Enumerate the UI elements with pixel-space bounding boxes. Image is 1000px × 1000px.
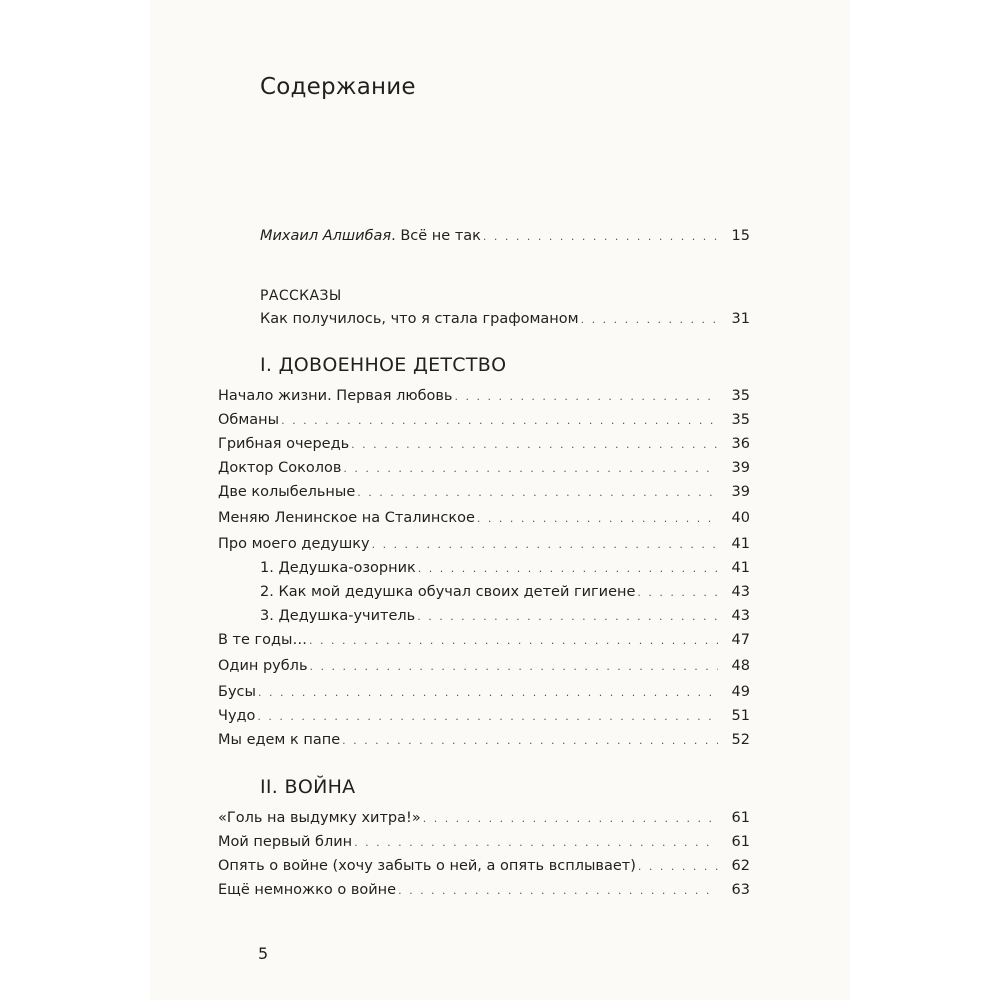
toc-entry — [218, 732, 750, 756]
dot-leader — [258, 686, 718, 699]
toc-entry-page: 41 — [731, 536, 750, 552]
dot-leader — [477, 512, 718, 525]
toc-entry-text: Бусы — [218, 684, 256, 700]
toc-entry-text: Чудо — [218, 708, 256, 724]
toc-entry-page: 49 — [731, 684, 750, 700]
toc-entry-text: Доктор Соколов — [218, 460, 342, 476]
toc-entry — [218, 684, 750, 708]
toc-entry-page: 31 — [731, 311, 750, 327]
section-heading: II. ВОЙНА — [260, 776, 356, 798]
toc-entry-text: Опять о войне (хочу забыть о ней, а опять всплывает) — [218, 858, 636, 874]
toc-entry-text: Грибная очередь — [218, 436, 350, 452]
dot-leader — [581, 313, 718, 326]
dot-leader — [423, 812, 718, 825]
toc-entry — [218, 858, 750, 882]
toc-subentry — [260, 560, 750, 584]
toc-entry — [218, 632, 750, 656]
toc-entry-page: 61 — [731, 834, 750, 850]
toc-entry — [218, 810, 750, 834]
toc-entry-text: Начало жизни. Первая любовь — [218, 388, 453, 404]
toc-subentry — [260, 608, 750, 632]
toc-entry-page: 52 — [731, 732, 750, 748]
toc-entry-text: Один рубль — [218, 658, 308, 674]
toc-entry-page: 51 — [731, 708, 750, 724]
toc-entry-page: 47 — [731, 632, 750, 648]
toc-entry-graphoman — [260, 311, 750, 335]
toc-entry — [218, 436, 750, 460]
toc-entry — [218, 708, 750, 732]
toc-entry-text: «Голь на выдумку хитра!» — [218, 810, 421, 826]
dot-leader — [638, 860, 718, 873]
dot-leader — [351, 438, 718, 451]
toc-entry-text: Две колыбельные — [218, 484, 356, 500]
toc-entry-page: 43 — [731, 608, 750, 624]
toc-entry-text: Меняю Ленинское на Сталинское — [218, 510, 475, 526]
dot-leader — [483, 230, 718, 243]
toc-entry-page: 15 — [731, 228, 750, 244]
toc-entry-text: 3. Дедушка-учитель — [260, 608, 416, 624]
toc-entry-page: 43 — [731, 584, 750, 600]
dot-leader — [342, 734, 718, 747]
toc-entry-page: 35 — [731, 388, 750, 404]
toc-entry-text: Мой первый блин — [218, 834, 353, 850]
section-label: РАССКАЗЫ — [260, 288, 342, 304]
toc-entry — [218, 536, 750, 560]
toc-entry-page: 36 — [731, 436, 750, 452]
toc-entry-text: 2. Как мой дедушка обучал своих детей гигиене — [260, 584, 636, 600]
toc-entry-text: В те годы… — [218, 632, 307, 648]
toc-entry-intro — [260, 228, 750, 252]
dot-leader — [343, 462, 718, 475]
toc-entry-text: Михаил Алшибая. Всё не так — [260, 228, 481, 244]
toc-entry-text: Обманы — [218, 412, 280, 428]
dot-leader — [354, 836, 718, 849]
toc-entry — [218, 658, 750, 682]
dot-leader — [454, 390, 718, 403]
dot-leader — [357, 486, 718, 499]
dot-leader — [398, 884, 718, 897]
page-number: 5 — [258, 944, 269, 963]
dot-leader — [310, 660, 719, 673]
toc-entry-page: 41 — [731, 560, 750, 576]
toc-entry-page: 63 — [731, 882, 750, 898]
toc-entry — [218, 882, 750, 906]
toc-entry-text: 1. Дедушка-озорник — [260, 560, 416, 576]
toc-entry — [218, 484, 750, 508]
dot-leader — [417, 610, 718, 623]
toc-entry-page: 35 — [731, 412, 750, 428]
dot-leader — [637, 586, 718, 599]
toc-entry-page: 61 — [731, 810, 750, 826]
toc-entry-page: 39 — [731, 484, 750, 500]
toc-entry-page: 62 — [731, 858, 750, 874]
toc-entry-author: Михаил Алшибая — [260, 228, 392, 244]
dot-leader — [418, 562, 718, 575]
toc-entry — [218, 510, 750, 534]
toc-entry — [218, 388, 750, 412]
toc-entry-text: Как получилось, что я стала графоманом — [260, 311, 579, 327]
dot-leader — [281, 414, 718, 427]
toc-subentry — [260, 584, 750, 608]
toc-entry-page: 48 — [731, 658, 750, 674]
dot-leader — [257, 710, 718, 723]
dot-leader — [309, 634, 718, 647]
toc-entry — [218, 460, 750, 484]
toc-entry — [218, 412, 750, 436]
page-title: Содержание — [260, 74, 416, 100]
dot-leader — [372, 538, 718, 551]
toc-entry — [218, 834, 750, 858]
toc-entry-text: Про моего дедушку — [218, 536, 370, 552]
toc-entry-text: Ещё немножко о войне — [218, 882, 397, 898]
toc-entry-text: Мы едем к папе — [218, 732, 341, 748]
toc-entry-page: 39 — [731, 460, 750, 476]
section-heading: I. ДОВОЕННОЕ ДЕТСТВО — [260, 354, 507, 376]
toc-entry-page: 40 — [731, 510, 750, 526]
